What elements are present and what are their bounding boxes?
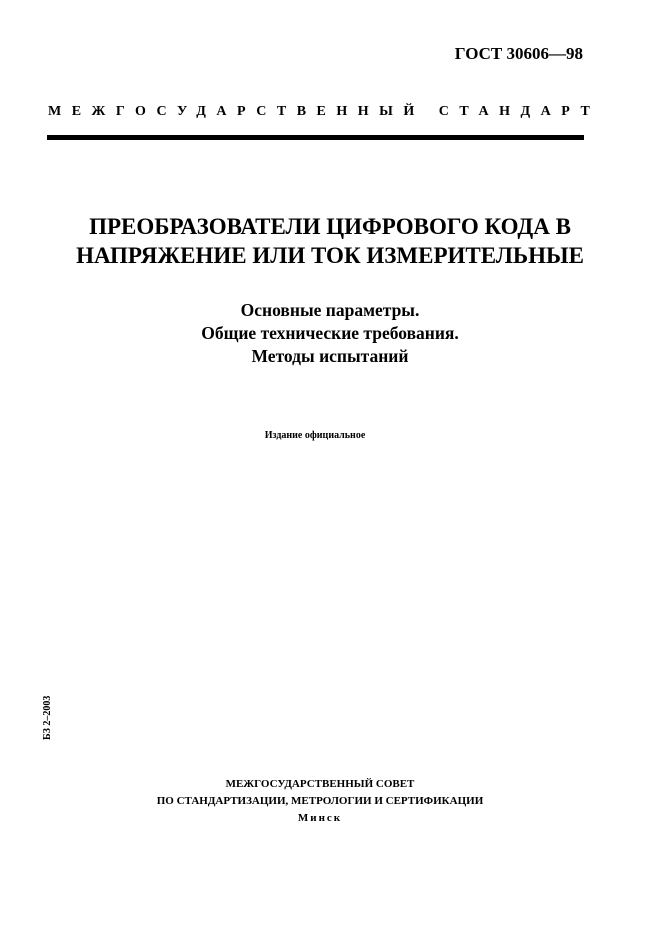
document-title [40, 212, 620, 270]
document-subtitle-line-2: Общие технические требования. [201, 323, 459, 343]
heading-divider [47, 135, 584, 140]
document-title-line-1: ПРЕОБРАЗОВАТЕЛИ ЦИФРОВОГО КОДА В [89, 214, 571, 239]
document-subtitle-line-3: Методы испытаний [251, 346, 409, 366]
gost-number: ГОСТ 30606—98 [454, 44, 583, 63]
publisher-line-1: МЕЖГОСУДАРСТВЕННЫЙ СОВЕТ [225, 778, 415, 790]
publisher-city: Минск [297, 812, 343, 824]
side-code: БЗ 2–2003 [42, 695, 53, 740]
standard-type-heading: МЕЖГОСУДАРСТВЕННЫЙ СТАНДАРТ [48, 104, 601, 119]
publisher-line-2: ПО СТАНДАРТИЗАЦИИ, МЕТРОЛОГИИ И СЕРТИФИКАЦИИ [156, 795, 484, 807]
document-subtitle-line-1: Основные параметры. [240, 300, 420, 320]
publisher-block [110, 776, 530, 827]
document-subtitle [40, 299, 620, 368]
document-title-line-2: НАПРЯЖЕНИЕ ИЛИ ТОК ИЗМЕРИТЕЛЬНЫЕ [76, 243, 584, 268]
edition-note: Издание официальное [264, 430, 366, 441]
